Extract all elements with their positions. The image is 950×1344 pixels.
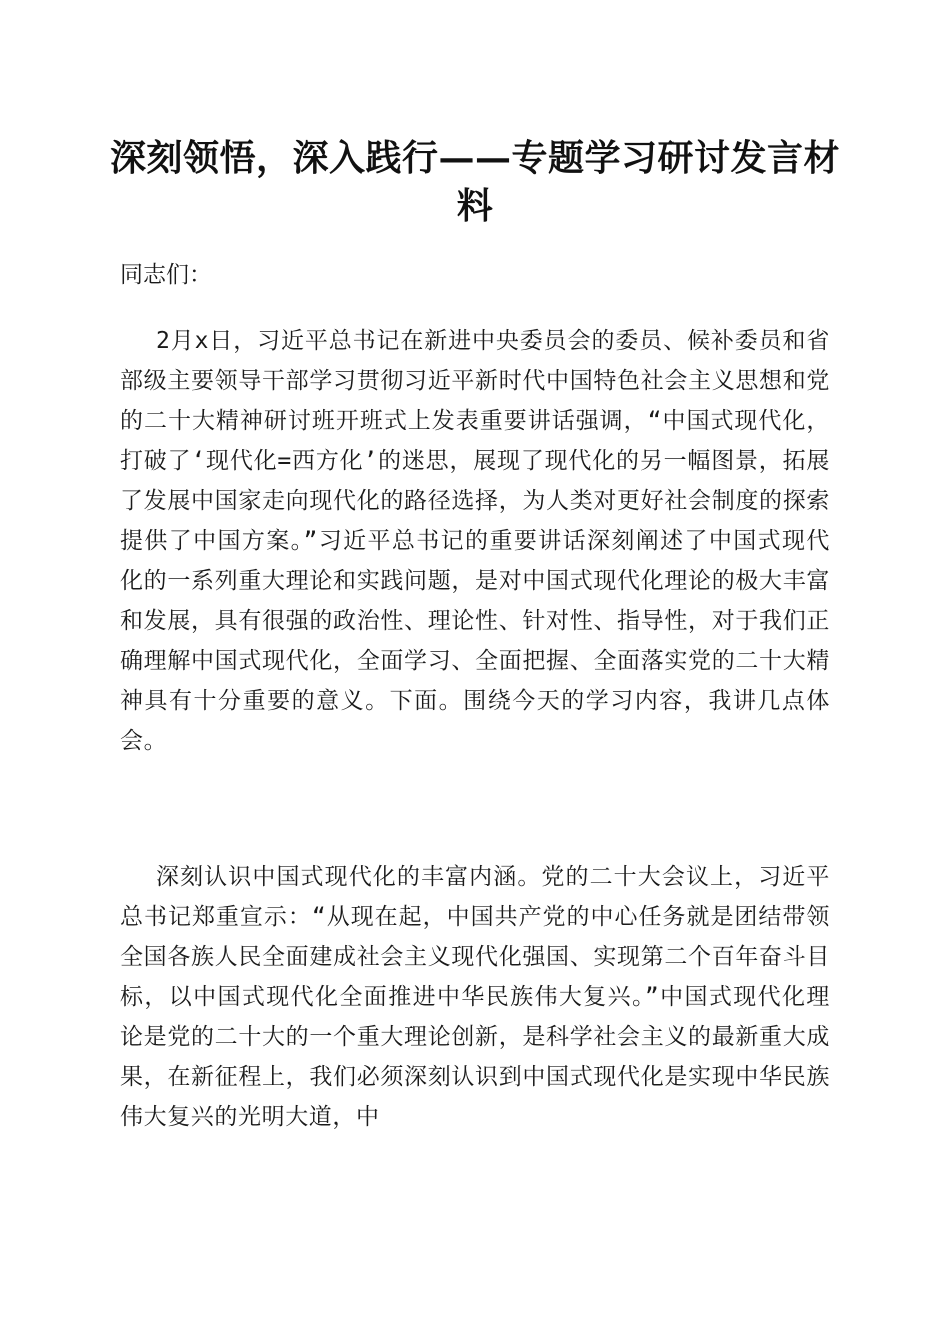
body-paragraph-2: 深刻认识中国式现代化的丰富内涵。党的二十大会议上，习近平总书记郑重宣示：“从现在起，中国共产党的中心任务就是团结带领全国各族人民全面建成社会主义现代化强国、实现第二个百年奋斗目标，以中国式现代化全面推进中华民族伟大复兴。”中国式现代化理论是党的二十大的一个重大理论创新，是科学社会主义的最新重大成果，在新征程上，我们必须深刻认识到中国式现代化是实现中华民族伟大复兴的光明大道，中 bbox=[120, 864, 830, 1130]
document-title: 深刻领悟，深入践行——专题学习研讨发言材料 bbox=[110, 137, 841, 227]
body-paragraph-1: 2月x日，习近平总书记在新进中央委员会的委员、候补委员和省部级主要领导干部学习贯彻习近平新时代中国特色社会主义思想和党的二十大精神研讨班开班式上发表重要讲话强调，“中国式现代化，打破了‘现代化=西方化’的迷思，展现了现代化的另一幅图景，拓展了发展中国家走向现代化的路径选择，为人类对更好社会制度的探索提供了中国方案。”习近平总书记的重要讲话深刻阐述了中国式现代化的一系列重大理论和实践问题，是对中国式现代化理论的极大丰富和发展，具有很强的政治性、理论性、针对性、指导性，对于我们正确理解中国式现代化，全面学习、全面把握、全面落实党的二十大精神具有十分重要的意义。下面。围绕今天的学习内容，我讲几点体会。 bbox=[120, 328, 830, 754]
salutation: 同志们： bbox=[120, 262, 212, 288]
